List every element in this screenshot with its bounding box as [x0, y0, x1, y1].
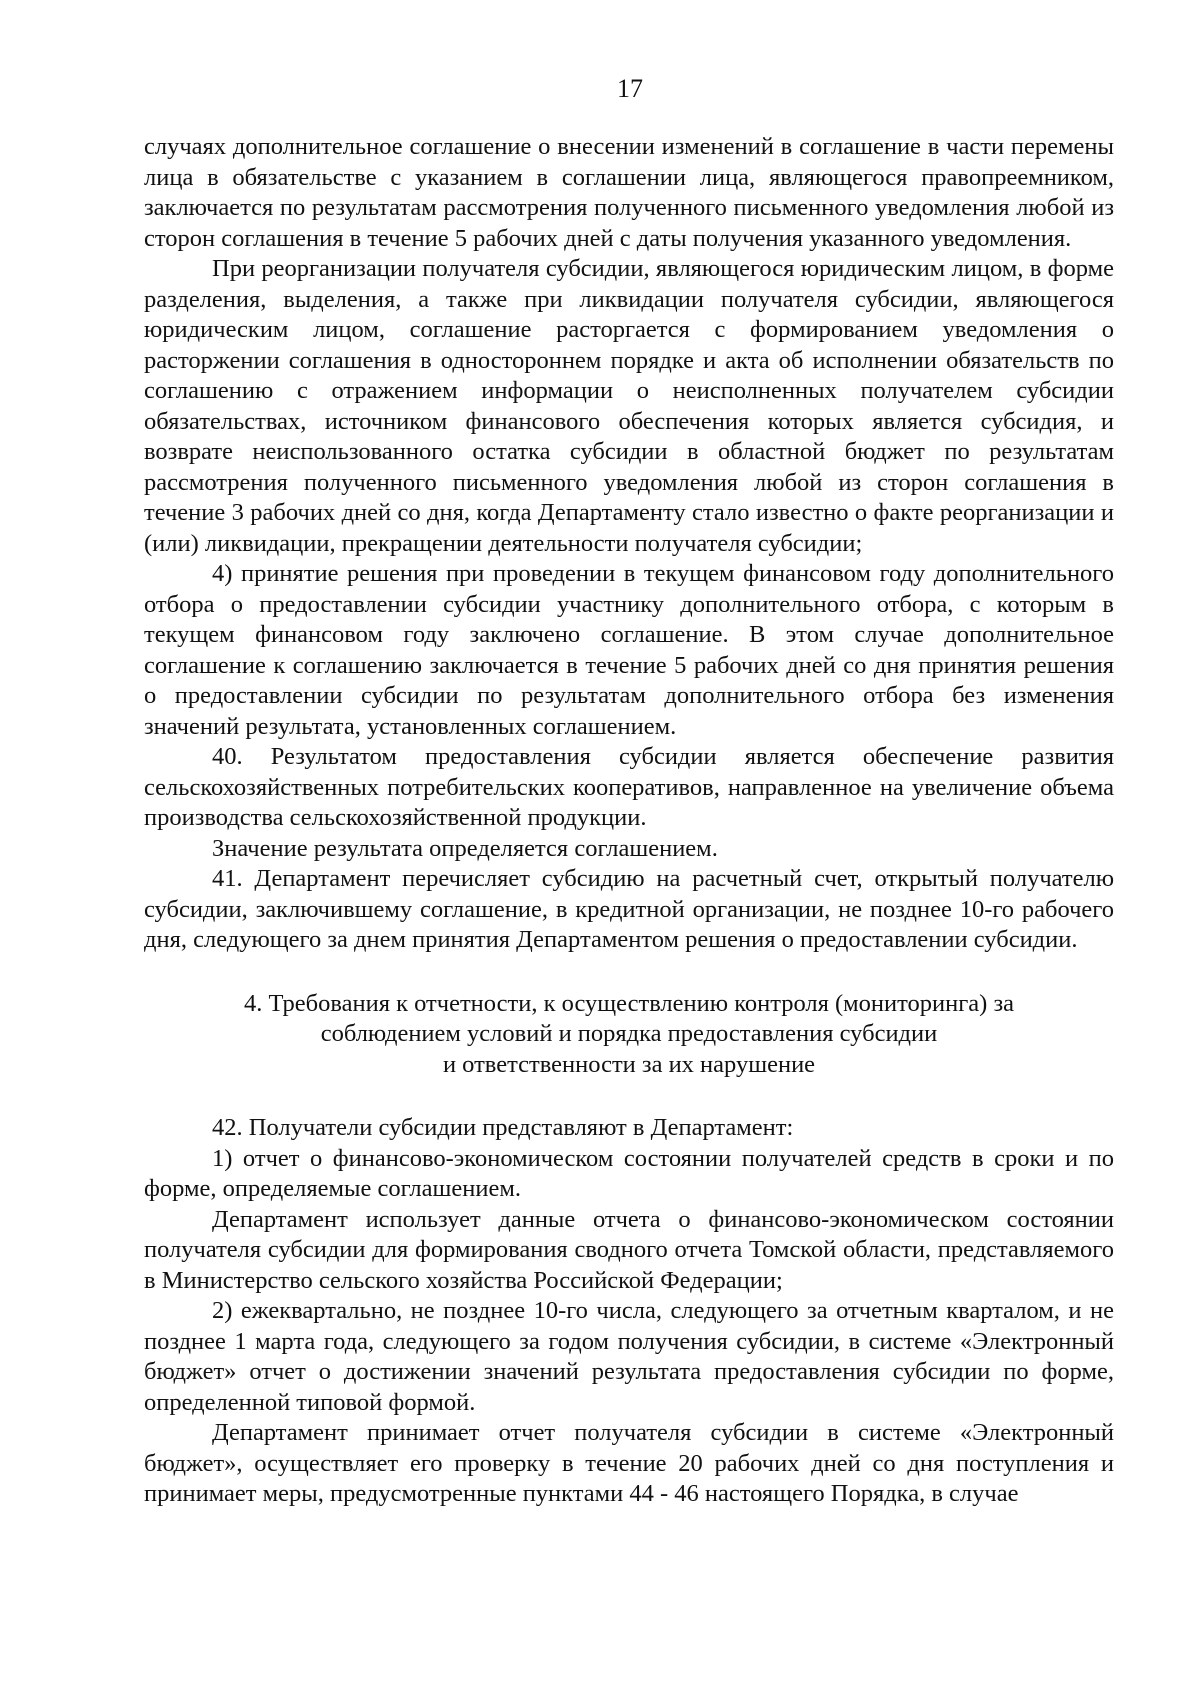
- paragraph-42: 42. Получатели субсидии представляют в Департамент:: [212, 1114, 794, 1141]
- document-body: [144, 132, 1114, 1510]
- paragraph-reorganization: При реорганизации получателя субсидии, являющегося юридическим лицом, в форме разделения, выделения, а также при ликвидации получателя субсидии, являющегося юридическим лицом, соглашение расторгается с формированием уведомления о расторжении соглашения в одностороннем порядке и акта об исполнении обязательств по соглашению с отражением информации о неисполненных получателем субсидии обязательствах, источником финансового обеспечения которых является субсидия, и возврате неиспользованного остатка субсидии в областной бюджет по результатам рассмотрения полученного письменного уведомления любой из сторон соглашения в течение 3 рабочих дней со дня, когда Департаменту стало известно о факте реорганизации и (или) ликвидации, прекращении деятельности получателя субсидии;: [144, 255, 1114, 557]
- section-heading-line-1: 4. Требования к отчетности, к осуществлению контроля (мониторинга) за: [243, 989, 1015, 1017]
- paragraph-40: 40. Результатом предоставления субсидии является обеспечение развития сельскохозяйственных потребительских кооперативов, направленное на увеличение объема производства сельскохозяйственной продукции.: [144, 743, 1114, 831]
- paragraph-41: 41. Департамент перечисляет субсидию на расчетный счет, открытый получателю субсидии, заключившему соглашение, в кредитной организации, не позднее 10-го рабочего дня, следующего за днем принятия Департаментом решения о предоставлении субсидии.: [144, 865, 1114, 953]
- paragraph-continuation: случаях дополнительное соглашение о внесении изменений в соглашение в части перемены лица в обязательстве с указанием в соглашении лица, являющегося правопреемником, заключается по результатам рассмотрения полученного письменного уведомления любой из сторон соглашения в течение 5 рабочих дней с даты получения указанного уведомления.: [144, 133, 1114, 252]
- paragraph-department-accepts-report: Департамент принимает отчет получателя субсидии в системе «Электронный бюджет», осуществляет его проверку в течение 20 рабочих дней со дня поступления и принимает меры, предусмотренные пунктами 44 - 46 настоящего Порядка, в случае: [144, 1419, 1114, 1507]
- paragraph-42-item-2: 2) ежеквартально, не позднее 10-го числа, следующего за отчетным кварталом, и не позднее 1 марта года, следующего за годом получения субсидии, в системе «Электронный бюджет» отчет о достижении значений результата предоставления субсидии по форме, определенной типовой формой.: [144, 1297, 1114, 1416]
- section-heading-line-2: соблюдением условий и порядка предоставления субсидии: [320, 1020, 938, 1047]
- paragraph-42-item-1: 1) отчет о финансово-экономическом состоянии получателей средств в сроки и по форме, определяемые соглашением.: [144, 1144, 1114, 1202]
- paragraph-result-value: Значение результата определяется соглашением.: [212, 834, 718, 862]
- paragraph-department-uses-report: Департамент использует данные отчета о финансово-экономическом состоянии получателя субсидии для формирования сводного отчета Томской области, представляемого в Министерство сельского хозяйства Российской Федерации;: [144, 1205, 1114, 1294]
- section-heading: [144, 989, 1114, 1081]
- page-number: 17: [617, 74, 643, 103]
- section-heading-line-3: и ответственности за их нарушение: [442, 1050, 816, 1078]
- paragraph-item-4: 4) принятие решения при проведении в текущем финансовом году дополнительного отбора о предоставлении субсидии участнику дополнительного отбора, с которым в текущем финансовом году заключено соглашение. В этом случае дополнительное соглашение к соглашению заключается в течение 5 рабочих дней со дня принятия решения о предоставлении субсидии по результатам дополнительного отбора без изменения значений результата, установленных соглашением.: [144, 560, 1114, 740]
